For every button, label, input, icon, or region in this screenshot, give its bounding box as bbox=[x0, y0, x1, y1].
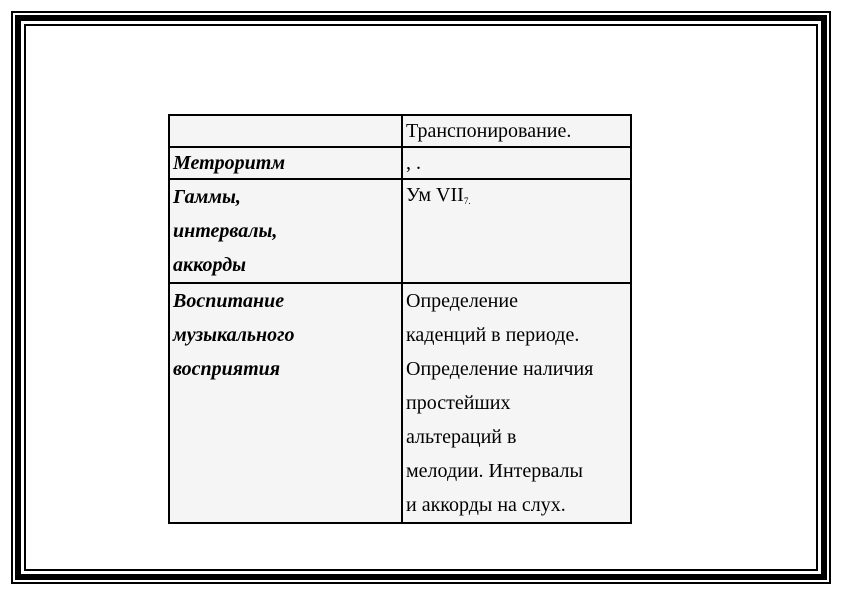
perception-value-line: альтераций в bbox=[406, 426, 517, 448]
perception-value-line: и аккорды на слух. bbox=[406, 494, 566, 516]
header-label-cell bbox=[169, 115, 402, 147]
table-header-row bbox=[169, 115, 631, 147]
scales-label bbox=[169, 179, 402, 283]
perception-label bbox=[169, 283, 402, 523]
table-row-metrorhythm bbox=[169, 147, 631, 179]
perception-label-line: музыкального bbox=[173, 324, 295, 346]
scales-label-line: Гаммы, bbox=[173, 186, 241, 208]
perception-value-line: Определение bbox=[406, 290, 518, 312]
curriculum-table bbox=[168, 114, 632, 524]
scales-label-line: аккорды bbox=[173, 254, 247, 276]
perception-value bbox=[402, 283, 631, 523]
perception-value-line: Определение наличия bbox=[406, 358, 594, 380]
chord-name: Ум VII bbox=[406, 184, 464, 206]
perception-value-line: простейших bbox=[406, 392, 511, 414]
perception-value-line: мелодии. Интервалы bbox=[406, 460, 583, 482]
metrorhythm-label: Метроритм bbox=[169, 147, 402, 179]
metrorhythm-value: , . bbox=[402, 147, 631, 179]
chord-subscript: 7. bbox=[463, 196, 471, 206]
perception-label-line: Воспитание bbox=[173, 290, 285, 312]
perception-label-line: восприятия bbox=[173, 358, 281, 380]
perception-value-line: каденций в периоде. bbox=[406, 324, 580, 346]
scales-value bbox=[402, 179, 631, 283]
header-value-cell: Транспонирование. bbox=[402, 115, 631, 147]
table-row-scales bbox=[169, 179, 631, 283]
table-row-perception bbox=[169, 283, 631, 523]
scales-label-line: интервалы, bbox=[173, 220, 278, 242]
